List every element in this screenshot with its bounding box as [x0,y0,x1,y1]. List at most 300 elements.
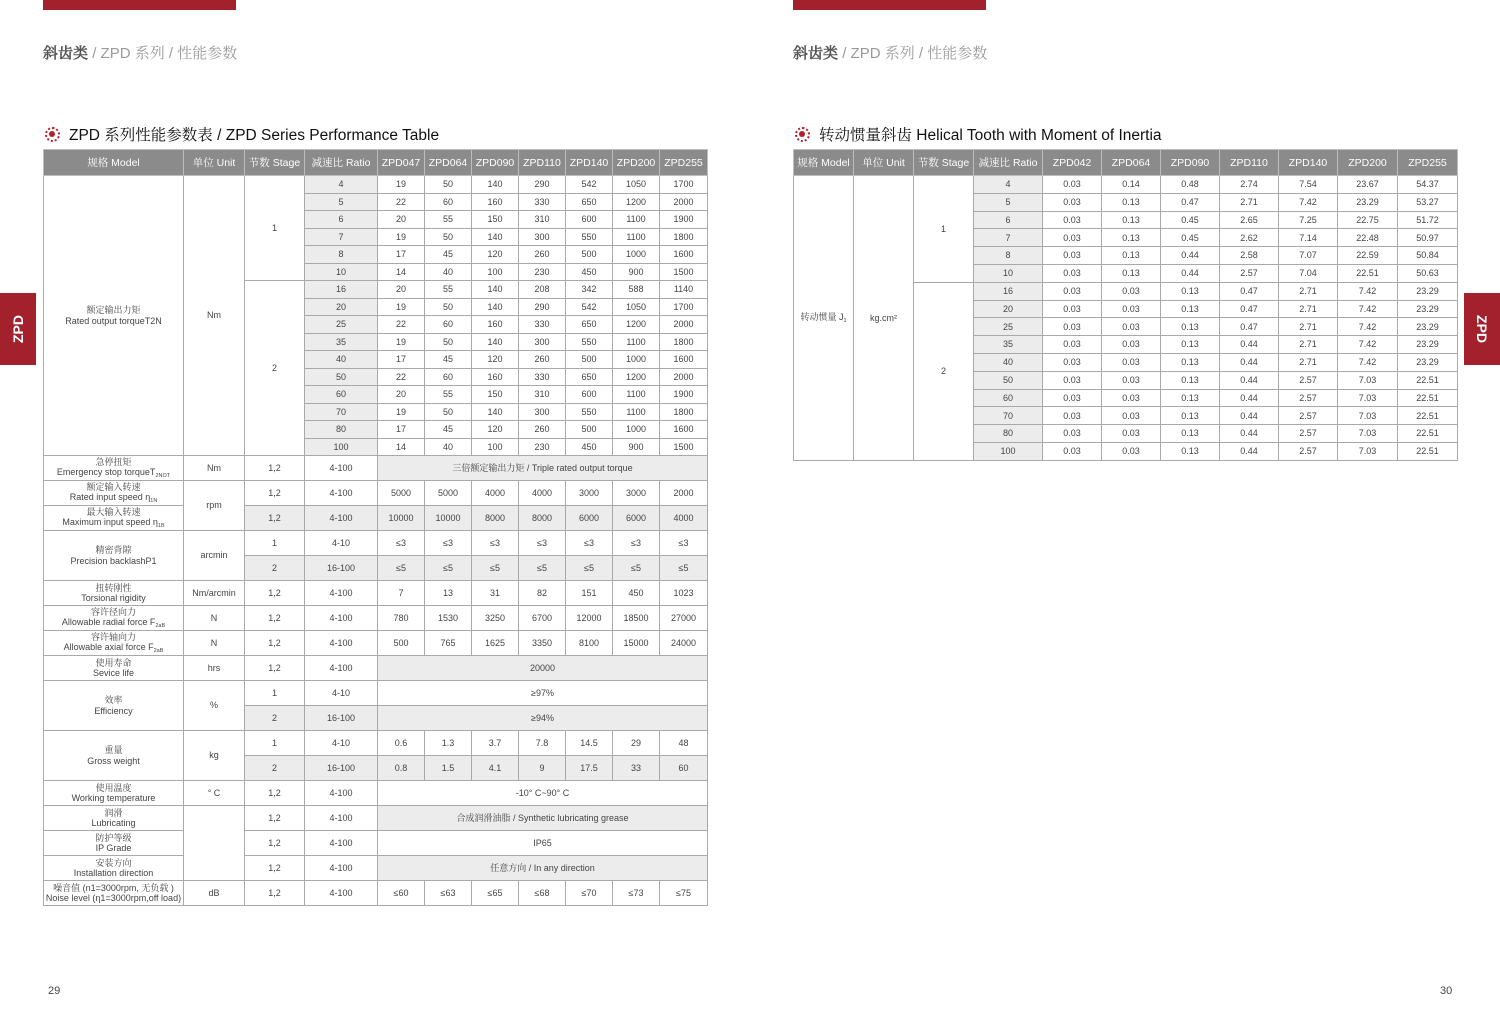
table-row [44,831,708,856]
value-cell: 13 [425,581,472,606]
value-cell: ≤5 [613,556,660,581]
column-header: 节数 Stage [914,150,974,176]
value-cell: 450 [566,263,613,281]
param-label-subscript: 1N [150,498,158,505]
stage-cell: 1,2 [245,781,305,806]
value-cell: 14.5 [566,731,613,756]
param-label-cn: 效率 [104,695,123,706]
value-cell: 0.44 [1220,389,1279,407]
value-cell: ≤5 [425,556,472,581]
param-label-en-text: Allowable axial force F [63,642,154,653]
value-cell: 650 [566,368,613,386]
unit-cell [184,806,245,881]
value-cell: 2.65 [1220,211,1279,229]
unit-cell: rpm [184,481,245,531]
value-cell: 2000 [660,316,708,334]
ratio-cell: 4-100 [305,631,378,656]
value-cell: 0.45 [1161,229,1220,247]
value-cell: ≤3 [425,531,472,556]
stage-cell: 1,2 [245,456,305,481]
value-cell: 22.75 [1338,211,1398,229]
value-cell: 19 [378,333,425,351]
ratio-cell: 16 [974,282,1043,300]
value-cell: 330 [519,316,566,334]
stage-cell: 1,2 [245,506,305,531]
ratio-cell: 4-100 [305,606,378,631]
ratio-cell: 16-100 [305,756,378,781]
value-cell: 0.03 [1043,389,1102,407]
column-header: ZPD047 [378,150,425,176]
param-label-en [45,556,182,566]
value-cell: 19 [378,176,425,194]
ratio-cell: 50 [305,368,378,386]
table-row [794,176,1458,194]
value-cell: 0.44 [1220,336,1279,354]
value-cell: 0.44 [1220,371,1279,389]
value-cell: 260 [519,246,566,264]
value-cell: 23.29 [1338,193,1398,211]
param-label-en-text: Maximum input speed η [62,517,158,528]
value-cell: 50 [425,228,472,246]
value-cell: 0.03 [1043,425,1102,443]
ratio-cell: 7 [305,228,378,246]
value-cell: 2.57 [1279,389,1338,407]
ratio-cell: 20 [974,300,1043,318]
section-title-text: ZPD 系列性能参数表 / ZPD Series Performance Table [69,127,440,144]
value-cell: 650 [566,193,613,211]
column-header: ZPD255 [1398,150,1458,176]
param-label-cn: 噪音值 (n1=3000rpm, 无负载 ) [53,882,174,893]
value-cell: 0.47 [1220,318,1279,336]
value-cell: 50 [425,403,472,421]
value-cell: 40 [425,263,472,281]
value-cell: 7.03 [1338,442,1398,460]
value-cell: 1100 [613,228,660,246]
param-label-subscript: 1B [157,523,165,530]
value-cell: 7.04 [1279,264,1338,282]
param-label [44,481,184,506]
stage-cell: 1,2 [245,856,305,881]
value-cell: 60 [425,316,472,334]
value-cell: 150 [472,386,519,404]
value-cell: 7.42 [1338,353,1398,371]
gear-icon [45,127,60,142]
column-header: ZPD140 [1279,150,1338,176]
value-cell: 5000 [378,481,425,506]
value-cell: 1200 [613,316,660,334]
column-header: 减速比 Ratio [305,150,378,176]
param-label-cn: 扭转刚性 [95,582,132,593]
value-cell: 2.57 [1220,264,1279,282]
table-row [44,681,708,706]
value-cell: 22 [378,368,425,386]
right-top-accent-bar [793,0,986,10]
ratio-cell: 4-100 [305,506,378,531]
column-header: 减速比 Ratio [974,150,1043,176]
value-cell: 45 [425,351,472,369]
param-label-en [45,668,182,678]
value-cell: 140 [472,403,519,421]
value-cell: 7.25 [1279,211,1338,229]
param-label [44,881,184,906]
breadcrumb-separator: / [168,45,174,62]
value-cell: 9 [519,756,566,781]
value-cell: 19 [378,403,425,421]
value-cell: 8000 [519,506,566,531]
value-cell: 50.84 [1398,247,1458,265]
table-row [44,581,708,606]
ratio-cell: 4-100 [305,781,378,806]
value-cell: 1050 [613,298,660,316]
ratio-cell: 100 [305,438,378,456]
value-cell: 7.42 [1338,336,1398,354]
merged-value-cell: IP65 [378,831,708,856]
value-cell: 0.44 [1161,247,1220,265]
value-cell: 0.03 [1043,371,1102,389]
left-top-accent-bar [43,0,236,10]
ratio-cell: 4-100 [305,656,378,681]
column-header: ZPD090 [1161,150,1220,176]
column-header: ZPD110 [1220,150,1279,176]
value-cell: 208 [519,281,566,299]
value-cell: 542 [566,298,613,316]
value-cell: 7.8 [519,731,566,756]
value-cell: 7.42 [1338,282,1398,300]
ratio-cell: 100 [974,442,1043,460]
param-label-en [45,467,182,479]
value-cell: 3000 [613,481,660,506]
value-cell: 550 [566,333,613,351]
value-cell: 22.59 [1338,247,1398,265]
unit-cell: ° C [184,781,245,806]
param-label [44,606,184,631]
value-cell: 4.1 [472,756,519,781]
value-cell: 0.13 [1161,425,1220,443]
left-breadcrumb [43,42,237,63]
value-cell: 0.03 [1102,336,1161,354]
value-cell: 14 [378,263,425,281]
value-cell: 0.03 [1043,211,1102,229]
left-side-tab[interactable]: ZPD [0,293,36,365]
value-cell: 330 [519,368,566,386]
stage-cell: 2 [245,706,305,731]
param-label-cn: 容许径向力 [90,606,136,617]
value-cell: 1800 [660,403,708,421]
stage-cell: 2 [245,756,305,781]
unit-cell: % [184,681,245,731]
value-cell: 330 [519,193,566,211]
value-cell: ≤3 [519,531,566,556]
value-cell: 1600 [660,351,708,369]
value-cell: 2000 [660,193,708,211]
value-cell: 1500 [660,263,708,281]
value-cell: 0.03 [1043,318,1102,336]
ratio-cell: 4 [305,176,378,194]
value-cell: ≤5 [566,556,613,581]
ratio-cell: 10 [974,264,1043,282]
value-cell: 300 [519,403,566,421]
value-cell: 260 [519,351,566,369]
value-cell: 0.03 [1102,425,1161,443]
param-label [44,581,184,606]
value-cell: 19 [378,298,425,316]
value-cell: 17 [378,351,425,369]
value-cell: 160 [472,193,519,211]
value-cell: 50 [425,333,472,351]
ratio-cell: 4-100 [305,881,378,906]
merged-value-cell: ≥94% [378,706,708,731]
param-label-cn: 额定输入转速 [86,481,141,492]
value-cell: 45 [425,246,472,264]
breadcrumb-series[interactable]: ZPD 系列 [100,45,165,62]
param-label-en [45,617,182,629]
column-header: ZPD200 [613,150,660,176]
right-side-tab[interactable]: ZPD [1464,293,1500,365]
inertia-table-header [794,150,1458,176]
value-cell: 0.48 [1161,176,1220,194]
param-label [794,176,854,461]
value-cell: 120 [472,246,519,264]
value-cell: 160 [472,316,519,334]
value-cell: ≤5 [378,556,425,581]
table-row [44,176,708,194]
value-cell: 33 [613,756,660,781]
ratio-cell: 60 [305,386,378,404]
ratio-cell: 4-100 [305,481,378,506]
value-cell: 550 [566,403,613,421]
value-cell: 1100 [613,386,660,404]
value-cell: 3250 [472,606,519,631]
value-cell: 140 [472,333,519,351]
value-cell: 120 [472,351,519,369]
value-cell: 22 [378,193,425,211]
value-cell: 2.71 [1279,318,1338,336]
stage-cell: 1 [245,731,305,756]
param-label-en [45,492,182,504]
param-label-en-text: Precision backlashP1 [70,555,157,566]
stage-cell: 1,2 [245,606,305,631]
value-cell: 4000 [519,481,566,506]
table-row [44,456,708,481]
value-cell: 2.58 [1220,247,1279,265]
ratio-cell: 8 [974,247,1043,265]
param-label-en [45,793,182,803]
value-cell: 0.44 [1220,425,1279,443]
value-cell: ≤68 [519,881,566,906]
value-cell: 0.03 [1102,282,1161,300]
param-label-en-text: Noise level (η1=3000rpm,off load) [45,893,182,903]
breadcrumb-separator: / [842,45,847,62]
value-cell: 20 [378,386,425,404]
param-label-subscript: 1 [843,317,847,324]
value-cell: 8000 [472,506,519,531]
column-header: ZPD200 [1338,150,1398,176]
value-cell: 780 [378,606,425,631]
stage-cell: 1 [245,681,305,706]
value-cell: 0.03 [1043,247,1102,265]
unit-cell: hrs [184,656,245,681]
param-label [44,831,184,856]
stage-cell: 1 [245,531,305,556]
right-breadcrumb [793,42,987,63]
value-cell: 900 [613,438,660,456]
breadcrumb-category[interactable]: 斜齿类 [793,45,839,62]
value-cell: 140 [472,281,519,299]
value-cell: 7.42 [1338,318,1398,336]
value-cell: 0.03 [1102,389,1161,407]
value-cell: 23.29 [1398,336,1458,354]
value-cell: 50.97 [1398,229,1458,247]
value-cell: 1900 [660,211,708,229]
value-cell: 24000 [660,631,708,656]
value-cell: 22.51 [1398,407,1458,425]
value-cell: 55 [425,386,472,404]
value-cell: 550 [566,228,613,246]
inertia-table [793,149,1458,461]
ratio-cell: 4-10 [305,731,378,756]
value-cell: 0.03 [1102,318,1161,336]
value-cell: 2000 [660,481,708,506]
param-label-cn: 润滑 [104,807,123,818]
value-cell: 22.51 [1398,425,1458,443]
value-cell: 55 [425,211,472,229]
value-cell: 1140 [660,281,708,299]
param-label [44,506,184,531]
value-cell: 2000 [660,368,708,386]
value-cell: 2.71 [1279,336,1338,354]
value-cell: 310 [519,386,566,404]
table-row [44,531,708,556]
table-row [44,881,708,906]
value-cell: 1700 [660,176,708,194]
value-cell: ≤3 [613,531,660,556]
value-cell: ≤73 [613,881,660,906]
param-label-en-text: Torsional rigidity [81,593,146,603]
ratio-cell: 6 [305,211,378,229]
ratio-cell: 7 [974,229,1043,247]
value-cell: ≤3 [566,531,613,556]
breadcrumb-category[interactable]: 斜齿类 [43,45,89,62]
value-cell: 22.51 [1338,264,1398,282]
value-cell: 12000 [566,606,613,631]
value-cell: 0.8 [378,756,425,781]
value-cell: 450 [613,581,660,606]
column-header: ZPD255 [660,150,708,176]
value-cell: 0.13 [1161,442,1220,460]
value-cell: 0.13 [1161,389,1220,407]
value-cell: 0.13 [1161,407,1220,425]
value-cell: 20 [378,281,425,299]
value-cell: 0.13 [1161,282,1220,300]
value-cell: 0.47 [1220,282,1279,300]
value-cell: 588 [613,281,660,299]
value-cell: 50 [425,298,472,316]
merged-value-cell: 三倍额定输出力矩 / Triple rated output torque [378,456,708,481]
value-cell: ≤65 [472,881,519,906]
value-cell: 48 [660,731,708,756]
column-header: ZPD064 [425,150,472,176]
param-label-en-text: Emergency stop torqueT [56,467,156,478]
breadcrumb-separator: / [92,45,97,62]
param-label [44,531,184,581]
left-section-title [45,123,439,145]
param-label-en [45,642,182,654]
unit-cell: kg [184,731,245,781]
ratio-cell: 4 [974,176,1043,194]
value-cell: 0.03 [1043,282,1102,300]
value-cell: 0.03 [1043,442,1102,460]
value-cell: 29 [613,731,660,756]
param-label-en [45,517,182,529]
ratio-cell: 4-10 [305,531,378,556]
value-cell: ≤70 [566,881,613,906]
param-label [44,731,184,781]
param-label-en-text: Rated input speed η [69,492,151,503]
value-cell: 3000 [566,481,613,506]
value-cell: 0.13 [1102,247,1161,265]
stage-cell: 1,2 [245,481,305,506]
param-label-en [45,818,182,828]
value-cell: 2.57 [1279,407,1338,425]
ratio-cell: 4-100 [305,806,378,831]
value-cell: 160 [472,368,519,386]
value-cell: 60 [660,756,708,781]
ratio-cell: 40 [305,351,378,369]
value-cell: 0.44 [1220,353,1279,371]
value-cell: 2.74 [1220,176,1279,194]
value-cell: 15000 [613,631,660,656]
value-cell: 2.71 [1220,193,1279,211]
value-cell: 100 [472,438,519,456]
ratio-cell: 70 [305,403,378,421]
breadcrumb-separator: / [918,45,924,62]
value-cell: 0.03 [1102,442,1161,460]
value-cell: 50 [425,176,472,194]
param-label-cn: 使用温度 [95,782,132,793]
param-label [44,856,184,881]
param-label-cn: 使用寿命 [95,657,132,668]
value-cell: 2.71 [1279,282,1338,300]
value-cell: 0.44 [1161,264,1220,282]
value-cell: 23.29 [1398,353,1458,371]
value-cell: 765 [425,631,472,656]
value-cell: 53.27 [1398,193,1458,211]
value-cell: 542 [566,176,613,194]
param-label-en [45,706,182,716]
value-cell: 40 [425,438,472,456]
value-cell: 1625 [472,631,519,656]
value-cell: 500 [566,246,613,264]
value-cell: 6700 [519,606,566,631]
value-cell: 0.03 [1043,300,1102,318]
ratio-cell: 35 [974,336,1043,354]
column-header: ZPD042 [1043,150,1102,176]
param-label-cn: 重量 [104,745,123,756]
value-cell: 22.48 [1338,229,1398,247]
table-row [44,506,708,531]
value-cell: 7.03 [1338,407,1398,425]
value-cell: 7.14 [1279,229,1338,247]
value-cell: 17.5 [566,756,613,781]
value-cell: 50.63 [1398,264,1458,282]
column-header: ZPD064 [1102,150,1161,176]
value-cell: 1050 [613,176,660,194]
table-row [44,481,708,506]
value-cell: 290 [519,176,566,194]
value-cell: 230 [519,263,566,281]
value-cell: 7.03 [1338,389,1398,407]
breadcrumb-series[interactable]: ZPD 系列 [850,45,915,62]
